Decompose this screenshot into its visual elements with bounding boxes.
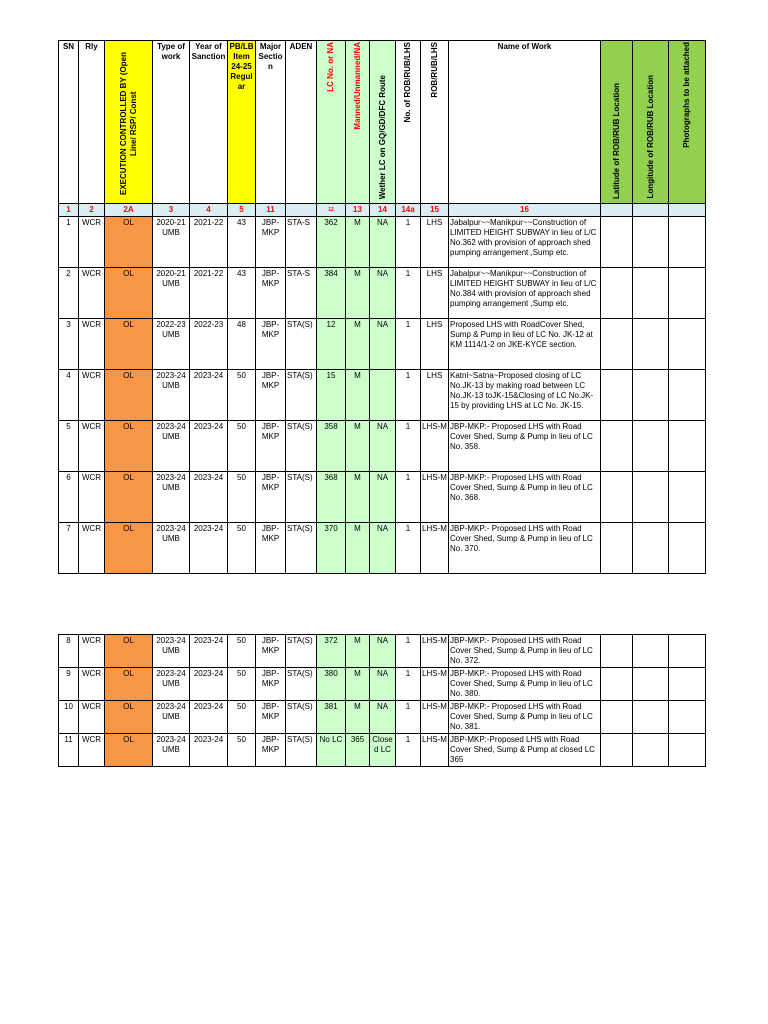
header-rly: Rly	[79, 41, 105, 204]
header-long: Longitude of ROB/RUB Location	[633, 41, 669, 204]
cell-name: JBP-MKP:- Proposed LHS with Road Cover Shed, Sump & Pump in lieu of LC No. 368.	[449, 472, 601, 523]
cell-sn: 2	[59, 268, 79, 319]
cell-type: 2023-24 UMB	[153, 472, 190, 523]
cell-photo	[669, 370, 706, 421]
cell-noof: 1	[396, 319, 421, 370]
cell-major: JBP-MKP	[256, 701, 286, 734]
header-major: Major Sectio n	[256, 41, 286, 204]
cell-sn: 5	[59, 421, 79, 472]
cell-manned: 365	[346, 734, 370, 767]
header-manned: Manned/Unmanned/NA	[346, 41, 370, 204]
cell-lat	[601, 319, 633, 370]
table-row	[59, 668, 706, 701]
cell-major: JBP-MKP	[256, 668, 286, 701]
cell-lcno: 380	[317, 668, 346, 701]
cell-sn: 1	[59, 217, 79, 268]
cell-lcno: 362	[317, 217, 346, 268]
cell-lcno: 384	[317, 268, 346, 319]
table-row	[59, 701, 706, 734]
cell-pb: 43	[228, 217, 256, 268]
col-number: 14a	[396, 204, 421, 217]
cell-rly: WCR	[79, 734, 105, 767]
header-lat: Latitude of ROB/RUB Location	[601, 41, 633, 204]
cell-noof: 1	[396, 421, 421, 472]
col-number	[669, 204, 706, 217]
cell-long	[633, 635, 669, 668]
cell-photo	[669, 217, 706, 268]
cell-aden: STA-S	[286, 268, 317, 319]
cell-name: JBP-MKP:- Proposed LHS with Road Cover Shed, Sump & Pump in lieu of LC No. 372.	[449, 635, 601, 668]
table-row	[59, 734, 706, 767]
cell-photo	[669, 523, 706, 574]
cell-lat	[601, 370, 633, 421]
cell-lcno: 381	[317, 701, 346, 734]
cell-robrub: LHS-M	[421, 635, 449, 668]
cell-name: Jabalpur~~Manikpur~~Construction of LIMITED HEIGHT SUBWAY in lieu of L/C No.362 with provision of approach shed pumping arrangement ,Sump etc.	[449, 217, 601, 268]
cell-lcno: 368	[317, 472, 346, 523]
col-number: 14	[370, 204, 396, 217]
cell-execution: OL	[105, 472, 153, 523]
cell-lat	[601, 421, 633, 472]
cell-pb: 50	[228, 421, 256, 472]
cell-pb: 50	[228, 370, 256, 421]
cell-sn: 7	[59, 523, 79, 574]
cell-year: 2023-24	[190, 701, 228, 734]
cell-rly: WCR	[79, 268, 105, 319]
cell-aden: STA(S)	[286, 668, 317, 701]
cell-sn: 10	[59, 701, 79, 734]
cell-manned: M	[346, 523, 370, 574]
cell-photo	[669, 268, 706, 319]
cell-photo	[669, 421, 706, 472]
cell-pb: 50	[228, 668, 256, 701]
cell-noof: 1	[396, 701, 421, 734]
cell-major: JBP-MKP	[256, 421, 286, 472]
col-number: 3	[153, 204, 190, 217]
cell-aden: STA-S	[286, 217, 317, 268]
cell-name: Jabalpur~~Manikpur~~Construction of LIMITED HEIGHT SUBWAY in lieu of L/C No.384 with provision of approach shed pumping arrangement ,Sump etc.	[449, 268, 601, 319]
cell-sn: 11	[59, 734, 79, 767]
cell-wether: NA	[370, 472, 396, 523]
cell-long	[633, 668, 669, 701]
cell-noof: 1	[396, 268, 421, 319]
cell-manned: M	[346, 268, 370, 319]
cell-execution: OL	[105, 635, 153, 668]
cell-long	[633, 472, 669, 523]
cell-lcno: 15	[317, 370, 346, 421]
cell-year: 2023-24	[190, 668, 228, 701]
cell-wether: NA	[370, 701, 396, 734]
cell-wether: NA	[370, 421, 396, 472]
cell-long	[633, 523, 669, 574]
cell-name: JBP-MKP:-Proposed LHS with Road Cover Shed, Sump & Pump at closed LC 365	[449, 734, 601, 767]
cell-robrub: LHS	[421, 217, 449, 268]
table-row	[59, 635, 706, 668]
cell-photo	[669, 472, 706, 523]
col-number	[601, 204, 633, 217]
cell-rly: WCR	[79, 668, 105, 701]
cell-lat	[601, 635, 633, 668]
col-number: 12	[317, 204, 346, 217]
cell-year: 2023-24	[190, 734, 228, 767]
cell-robrub: LHS-M	[421, 472, 449, 523]
cell-robrub: LHS-M	[421, 523, 449, 574]
cell-long	[633, 421, 669, 472]
cell-sn: 8	[59, 635, 79, 668]
cell-name: JBP-MKP:- Proposed LHS with Road Cover Shed, Sump & Pump in lieu of LC No. 380.	[449, 668, 601, 701]
col-number: 11	[256, 204, 286, 217]
cell-pb: 50	[228, 523, 256, 574]
cell-year: 2023-24	[190, 421, 228, 472]
cell-execution: OL	[105, 734, 153, 767]
cell-name: Proposed LHS with RoadCover Shed, Sump & Pump in lieu of LC No. JK-12 at KM 1114/1-2 on JKE-KYCE section.	[449, 319, 601, 370]
header-sn: SN	[59, 41, 79, 204]
cell-sn: 6	[59, 472, 79, 523]
works-table	[58, 40, 706, 574]
cell-wether: NA	[370, 319, 396, 370]
cell-name: JBP-MKP:- Proposed LHS with Road Cover Shed, Sump & Pump in lieu of LC No. 358.	[449, 421, 601, 472]
cell-manned: M	[346, 319, 370, 370]
cell-lcno: 358	[317, 421, 346, 472]
cell-rly: WCR	[79, 217, 105, 268]
cell-lat	[601, 472, 633, 523]
cell-robrub: LHS	[421, 370, 449, 421]
cell-major: JBP-MKP	[256, 217, 286, 268]
cell-long	[633, 319, 669, 370]
table-body	[59, 635, 706, 767]
cell-robrub: LHS-M	[421, 734, 449, 767]
cell-lcno: 372	[317, 635, 346, 668]
cell-sn: 4	[59, 370, 79, 421]
cell-lcno: 370	[317, 523, 346, 574]
cell-year: 2023-24	[190, 472, 228, 523]
cell-lat	[601, 268, 633, 319]
cell-name: JBP-MKP:- Proposed LHS with Road Cover Shed, Sump & Pump in lieu of LC No. 381.	[449, 701, 601, 734]
cell-pb: 50	[228, 635, 256, 668]
cell-year: 2023-24	[190, 523, 228, 574]
cell-major: JBP-MKP	[256, 268, 286, 319]
cell-aden: STA(S)	[286, 370, 317, 421]
col-number: 2	[79, 204, 105, 217]
header-pb: PB/LB Item 24-25 Regul ar	[228, 41, 256, 204]
cell-execution: OL	[105, 523, 153, 574]
cell-long	[633, 268, 669, 319]
cell-wether: Close d LC	[370, 734, 396, 767]
table-row	[59, 370, 706, 421]
header-noof: No. of ROB/RUB/LHS	[396, 41, 421, 204]
cell-name: Katni~Satna~Proposed closing of LC No.JK-13 by making road between LC No.JK-13 toJK-15&Closing of LC No.JK-15 by providing LHS at LC No. JK-15.	[449, 370, 601, 421]
cell-year: 2021-22	[190, 268, 228, 319]
cell-long	[633, 217, 669, 268]
cell-execution: OL	[105, 319, 153, 370]
cell-manned: M	[346, 217, 370, 268]
cell-manned: M	[346, 635, 370, 668]
cell-type: 2023-24 UMB	[153, 668, 190, 701]
header-robrub: ROB/RUB/LHS	[421, 41, 449, 204]
cell-rly: WCR	[79, 370, 105, 421]
cell-noof: 1	[396, 523, 421, 574]
cell-sn: 3	[59, 319, 79, 370]
cell-aden: STA(S)	[286, 421, 317, 472]
cell-aden: STA(S)	[286, 472, 317, 523]
col-number: 4	[190, 204, 228, 217]
cell-execution: OL	[105, 217, 153, 268]
cell-pb: 50	[228, 701, 256, 734]
cell-major: JBP-MKP	[256, 370, 286, 421]
cell-manned: M	[346, 472, 370, 523]
cell-manned: M	[346, 701, 370, 734]
header-execution: EXECUTION CONTROLLED BY (Open Line/ RSP/ Const	[105, 41, 153, 204]
cell-lat	[601, 701, 633, 734]
cell-lcno: No LC	[317, 734, 346, 767]
cell-year: 2021-22	[190, 217, 228, 268]
cell-aden: STA(S)	[286, 734, 317, 767]
cell-type: 2020-21 UMB	[153, 217, 190, 268]
table-row	[59, 319, 706, 370]
cell-rly: WCR	[79, 421, 105, 472]
cell-aden: STA(S)	[286, 635, 317, 668]
cell-type: 2020-21 UMB	[153, 268, 190, 319]
cell-lat	[601, 734, 633, 767]
cell-type: 2023-24 UMB	[153, 734, 190, 767]
cell-noof: 1	[396, 370, 421, 421]
table-row	[59, 421, 706, 472]
col-number	[633, 204, 669, 217]
cell-wether: NA	[370, 217, 396, 268]
cell-major: JBP-MKP	[256, 523, 286, 574]
cell-execution: OL	[105, 370, 153, 421]
cell-photo	[669, 668, 706, 701]
cell-noof: 1	[396, 635, 421, 668]
header-row	[59, 41, 706, 204]
cell-sn: 9	[59, 668, 79, 701]
table-row	[59, 472, 706, 523]
table-row	[59, 523, 706, 574]
cell-manned: M	[346, 421, 370, 472]
header-photo: Photographs to be attached	[669, 41, 706, 204]
cell-robrub: LHS-M	[421, 668, 449, 701]
cell-long	[633, 734, 669, 767]
col-number: 16	[449, 204, 601, 217]
cell-rly: WCR	[79, 635, 105, 668]
cell-year: 2023-24	[190, 370, 228, 421]
cell-long	[633, 370, 669, 421]
cell-lat	[601, 217, 633, 268]
header-type: Type of work	[153, 41, 190, 204]
header-year: Year of Sanction	[190, 41, 228, 204]
cell-pb: 50	[228, 734, 256, 767]
cell-lcno: 12	[317, 319, 346, 370]
col-number: 15	[421, 204, 449, 217]
cell-year: 2022-23	[190, 319, 228, 370]
cell-execution: OL	[105, 701, 153, 734]
col-number: 13	[346, 204, 370, 217]
cell-photo	[669, 635, 706, 668]
col-number	[286, 204, 317, 217]
cell-pb: 48	[228, 319, 256, 370]
cell-lat	[601, 668, 633, 701]
cell-wether: NA	[370, 523, 396, 574]
cell-aden: STA(S)	[286, 701, 317, 734]
cell-robrub: LHS	[421, 268, 449, 319]
table-row	[59, 268, 706, 319]
header-wether: Wether LC on GQ/GD/DFC Route	[370, 41, 396, 204]
cell-rly: WCR	[79, 319, 105, 370]
column-number-row	[59, 204, 706, 217]
works-table-continued	[58, 634, 706, 767]
cell-pb: 50	[228, 472, 256, 523]
cell-noof: 1	[396, 472, 421, 523]
col-number: 5	[228, 204, 256, 217]
cell-major: JBP-MKP	[256, 635, 286, 668]
cell-major: JBP-MKP	[256, 319, 286, 370]
cell-lat	[601, 523, 633, 574]
cell-wether: NA	[370, 668, 396, 701]
col-number: 1	[59, 204, 79, 217]
cell-photo	[669, 734, 706, 767]
cell-type: 2023-24 UMB	[153, 635, 190, 668]
cell-year: 2023-24	[190, 635, 228, 668]
cell-type: 2023-24 UMB	[153, 523, 190, 574]
cell-wether: NA	[370, 635, 396, 668]
table-body	[59, 217, 706, 574]
cell-execution: OL	[105, 421, 153, 472]
cell-name: JBP-MKP:- Proposed LHS with Road Cover Shed, Sump & Pump in lieu of LC No. 370.	[449, 523, 601, 574]
col-number: 2A	[105, 204, 153, 217]
cell-type: 2022-23 UMB	[153, 319, 190, 370]
cell-rly: WCR	[79, 472, 105, 523]
cell-robrub: LHS	[421, 319, 449, 370]
cell-pb: 43	[228, 268, 256, 319]
cell-rly: WCR	[79, 701, 105, 734]
cell-long	[633, 701, 669, 734]
cell-aden: STA(S)	[286, 319, 317, 370]
cell-noof: 1	[396, 734, 421, 767]
cell-photo	[669, 319, 706, 370]
cell-robrub: LHS-M	[421, 701, 449, 734]
cell-type: 2023-24 UMB	[153, 701, 190, 734]
cell-type: 2023-24 UMB	[153, 421, 190, 472]
cell-manned: M	[346, 668, 370, 701]
cell-noof: 1	[396, 668, 421, 701]
cell-aden: STA(S)	[286, 523, 317, 574]
cell-type: 2023-24 UMB	[153, 370, 190, 421]
cell-noof: 1	[396, 217, 421, 268]
cell-major: JBP-MKP	[256, 472, 286, 523]
cell-rly: WCR	[79, 523, 105, 574]
header-name: Name of Work	[449, 41, 601, 204]
cell-major: JBP-MKP	[256, 734, 286, 767]
table-row	[59, 217, 706, 268]
header-lcno: LC No. or NA	[317, 41, 346, 204]
cell-execution: OL	[105, 268, 153, 319]
header-aden: ADEN	[286, 41, 317, 204]
cell-execution: OL	[105, 668, 153, 701]
cell-manned: M	[346, 370, 370, 421]
cell-photo	[669, 701, 706, 734]
cell-wether: NA	[370, 268, 396, 319]
cell-wether	[370, 370, 396, 421]
cell-robrub: LHS-M	[421, 421, 449, 472]
